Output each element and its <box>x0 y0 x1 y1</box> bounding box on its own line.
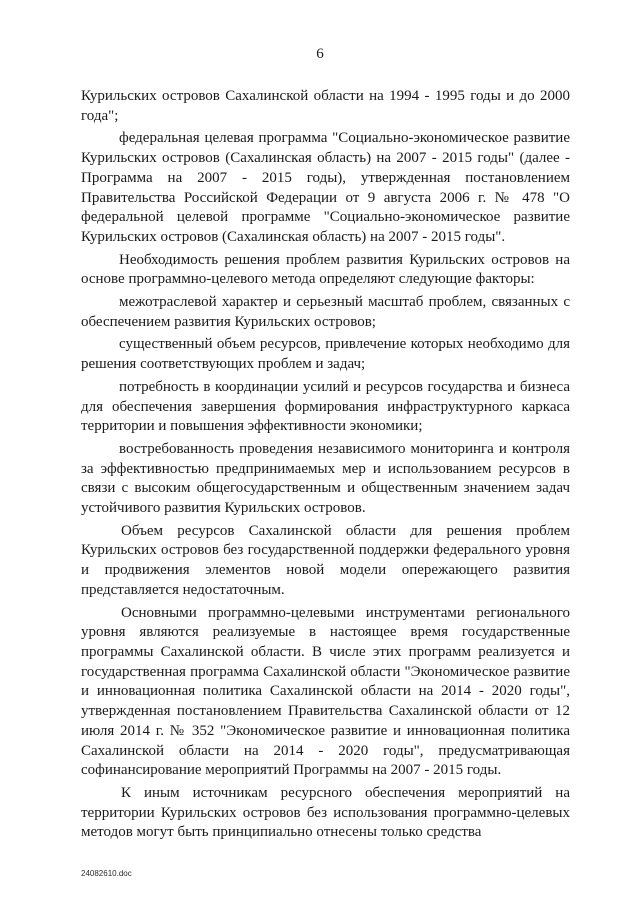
paragraph-factor-monitoring: востребованность проведения независимого мониторинга и контроля за эффективностью предпринимаемых мер и использованием ресурсов в связи с высоким общегосударственным и общественным значением задач устойчивого развития Курильских островов. <box>81 440 570 517</box>
footer-filename: 24082610.doc <box>81 869 132 878</box>
paragraph-factor-resources: существенный объем ресурсов, привлечение которых необходимо для решения соответствующих проблем и задач; <box>81 336 570 373</box>
paragraph-continuation: Курильских островов Сахалинской области на 1994 - 1995 годы и до 2000 года"; <box>81 88 570 124</box>
page-number: 6 <box>316 46 324 62</box>
paragraph-federal-program: федеральная целевая программа "Социально-экономическое развитие Курильских островов (Сахалинская область) на 2007 - 2015 годы" (далее - Программа на 2007 - 2015 годы), утвержденная постановлением Правительства Российской Федерации от 9 августа 2006 г. № 478 "О федеральной целевой программе "Социально-экономическое развитие Курильских островов (Сахалинская область) на 2007 - 2015 годы". <box>81 130 570 245</box>
paragraph-factor-coordination: потребность в координации усилий и ресурсов государства и бизнеса для обеспечения завершения формирования инфраструктурного каркаса территории и повышения эффективности экономики; <box>81 378 570 435</box>
paragraph-other-sources: К иным источникам ресурсного обеспечения мероприятий на территории Курильских островов без использования программно-целевых методов могут быть принципиально отнесены только средства <box>81 784 570 841</box>
paragraph-factor-intersectoral: межотраслевой характер и серьезный масштаб проблем, связанных с обеспечением развития Курильских островов; <box>81 294 570 330</box>
paragraph-resource-volume: Объем ресурсов Сахалинской области для решения проблем Курильских островов без государственной поддержки федерального уровня и продвижения элементов новой модели опережающего развития представляется недостаточным. <box>81 522 570 598</box>
paragraph-factors-intro: Необходимость решения проблем развития Курильских островов на основе программно-целевого метода определяют следующие факторы: <box>81 251 570 288</box>
document-body <box>81 87 570 846</box>
paragraph-regional-instruments: Основными программно-целевыми инструментами регионального уровня являются реализуемые в настоящее время государственные программы Сахалинской области. В числе этих программ реализуется и государственная программа Сахалинской области "Экономическое развитие и инновационная политика Сахалинской области на 2014 - 2020 годы", утвержденная постановлением Правительства Сахалинской области от 12 июля 2014 г. № 352 "Экономическое развитие и инновационная политика Сахалинской области на 2014 - 2020 годы", предусматривающая софинансирование мероприятий Программы на 2007 - 2015 годы. <box>81 604 570 779</box>
